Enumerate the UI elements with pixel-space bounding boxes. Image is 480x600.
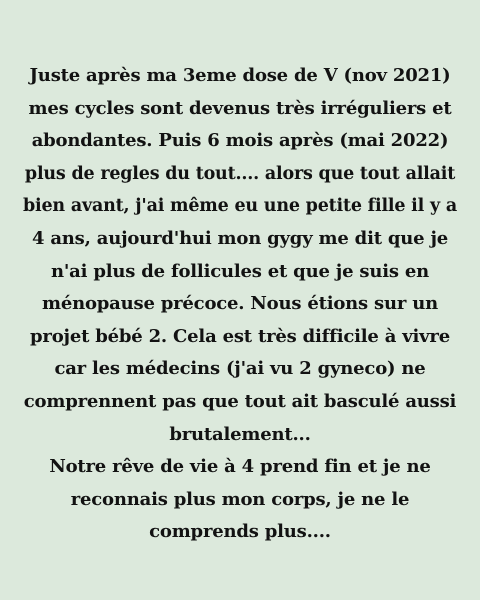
text-line: bien avant, j'ai même eu une petite fille il y a — [23, 196, 457, 217]
text-line: Juste après ma 3eme dose de V (nov 2021) — [29, 65, 451, 86]
text-line: mes cycles sont devenus très irréguliers et — [28, 97, 452, 119]
text-line: ménopause précoce. Nous étions sur un — [41, 293, 438, 315]
text-line: 4 ans, aujourd'hui mon gygy me dit que je — [31, 227, 449, 249]
text-line: abondantes. Puis 6 mois après (mai 2022) — [31, 130, 449, 152]
text-line: comprennent pas que tout ait basculé aussi — [23, 390, 457, 412]
text-line: n'ai plus de follicules et que je suis en — [50, 260, 430, 282]
text-line: projet bébé 2. Cela est très difficile à vivre — [30, 325, 450, 347]
text-line: comprends plus.... — [149, 521, 331, 543]
text-line: car les médecins (j'ai vu 2 gyneco) ne — [54, 358, 426, 380]
text-line: reconnais plus mon corps, je ne le — [70, 488, 410, 510]
text-line: brutalement... — [169, 423, 311, 445]
text-line: plus de regles du tout.... alors que tout allait — [24, 163, 456, 184]
text-line: Notre rêve de vie à 4 prend fin et je ne — [49, 456, 431, 478]
testimony-text — [20, 60, 460, 549]
